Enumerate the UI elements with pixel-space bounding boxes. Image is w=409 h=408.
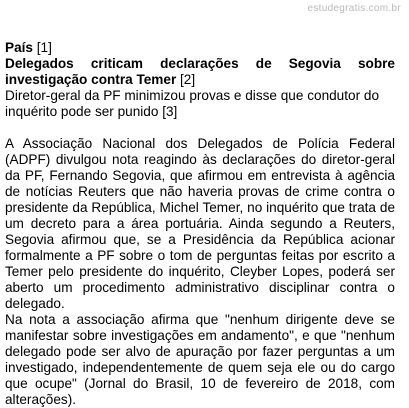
- subtitle: [5, 88, 395, 120]
- headline-ref: [2]: [180, 72, 196, 87]
- headline-text: Delegados criticam declarações de Segovia sobre investigação contra Temer: [5, 56, 395, 87]
- watermark: estudegratis.com.br: [307, 3, 401, 14]
- article: [5, 40, 395, 408]
- section-ref: [1]: [36, 40, 52, 55]
- section-line: [5, 40, 395, 56]
- paragraph-2: Na nota a associação afirma que "nenhum dirigente deve se manifestar sobre investigações em andamento", e que "nenhum delegado pode ser alvo de apuração por fazer perguntas a um investigado, independentemente de quem seja ele ou do cargo que ocupe" (Jornal do Brasil, 10 de fevereiro de 2018, com alterações).: [5, 312, 395, 407]
- subtitle-ref: [3]: [162, 104, 178, 119]
- paragraph-1: A Associação Nacional dos Delegados de Polícia Federal (ADPF) divulgou nota reagindo às declarações do diretor-geral da PF, Fernando Segovia, que afirmou em entrevista à agência de notícias Reuters que não haveria provas de crime contra o presidente da República, Michel Temer, no inquérito que trata de um decreto para a área portuária. Ainda segundo a Reuters, Segovia afirmou que, se a Presidência da República acionar formalmente a PF sobre o tom de perguntas feitas por escrito a Temer pelo presidente do inquérito, Cleyber Lopes, poderá ser aberto um procedimento administrativo disciplinar contra o delegado.: [5, 136, 395, 311]
- subtitle-text: Diretor-geral da PF minimizou provas e disse que condutor do inquérito pode ser punido: [5, 88, 380, 119]
- headline: [5, 56, 395, 88]
- section-label: País: [5, 40, 33, 55]
- spacer: [5, 120, 395, 136]
